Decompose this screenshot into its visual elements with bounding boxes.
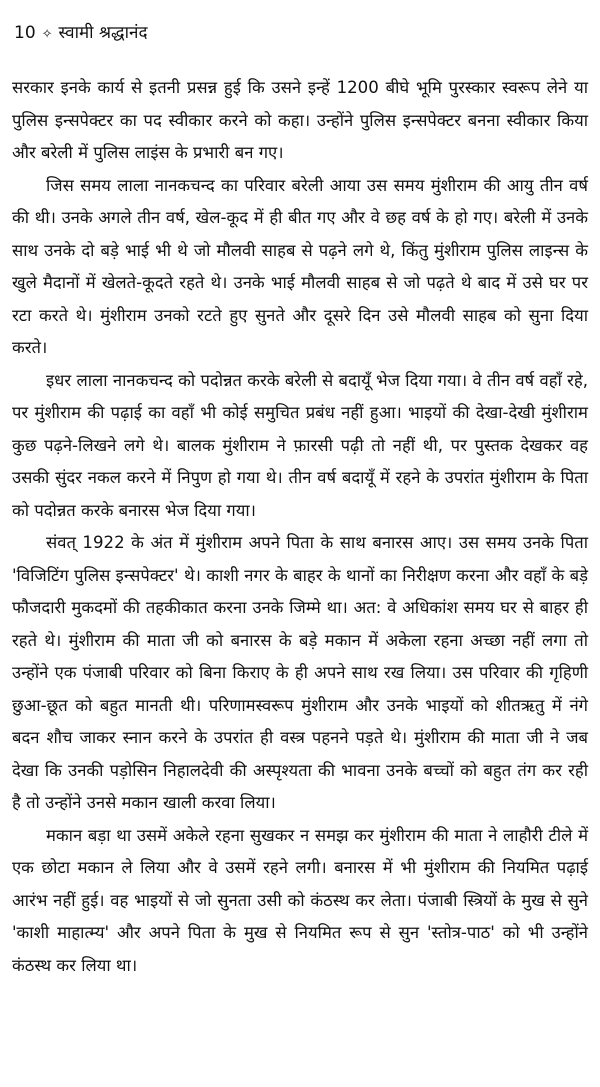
- separator-ornament-icon: ✧: [41, 27, 53, 42]
- book-title: स्वामी श्रद्धानंद: [58, 23, 148, 43]
- paragraph: सरकार इनके कार्य से इतनी प्रसन्न हुई कि उसने इन्हें 1200 बीघे भूमि पुरस्कार स्वरूप लेने या पुलिस इन्सपेक्टर का पद स्वीकार करने को कहा। उन्होंने पुलिस इन्सपेक्टर बनना स्वीकार किया और बरेली में पुलिस लाइंस के प्रभारी बन गए।: [12, 78, 588, 162]
- paragraph: इधर लाला नानकचन्द को पदोन्नत करके बरेली से बदायूँ भेज दिया गया। वे तीन वर्ष वहाँ रहे, पर मुंशीराम की पढ़ाई का वहाँ भी कोई समुचित प्रबंध नहीं हुआ। भाइयों की देखा-देखी मुंशीराम कुछ पढ़ने-लिखने लगे थे। बालक मुंशीराम ने फ़ारसी पढ़ी तो नहीं थी, पर पुस्तक देखकर वह उसकी सुंदर नकल करने में निपुण हो गया थे। तीन वर्ष बदायूँ में रहने के उपरांत मुंशीराम के पिता को पदोन्नत करके बनारस भेज दिया गया।: [12, 370, 588, 520]
- paragraph: जिस समय लाला नानकचन्द का परिवार बरेली आया उस समय मुंशीराम की आयु तीन वर्ष की थी। उनके अगले तीन वर्ष, खेल-कूद में ही बीत गए और वे छह वर्ष के हो गए। बरेली में उनके साथ उनके दो बड़े भाई भी थे जो मौलवी साहब से पढ़ने लगे थे, किंतु मुंशीराम पुलिस लाइन्स के खुले मैदानों में खेलते-कूदते रहते थे। उनके भाई मौलवी साहब से जो पढ़ते थे बाद में उसे घर पर रटा करते थे। मुंशीराम उनको रटते हुए सुनते और दूसरे दिन उसे मौलवी साहब को सुना दिया करते।: [12, 175, 588, 357]
- paragraph: संवत् 1922 के अंत में मुंशीराम अपने पिता के साथ बनारस आए। उस समय उनके पिता 'विजिटिंग पुलिस इन्सपेक्टर' थे। काशी नगर के बाहर के थानों का निरीक्षण करना और वहाँ के बड़े फौजदारी मुकदमों की तहकीकात करना उनके जिम्मे था। अत: वे अधिकांश समय घर से बाहर ही रहते थे। मुंशीराम की माता जी को बनारस के बड़े मकान में अकेला रहना अच्छा नहीं लगा तो उन्होंने एक पंजाबी परिवार को बिना किराए के ही अपने साथ रख लिया। उस परिवार की गृहिणी छुआ-छूत को बहुत मानती थी। परिणामस्वरूप मुंशीराम और उनके भाइयों को शीतऋतु में नंगे बदन शौच जाकर स्नान करने के उपरांत ही वस्त्र पहनने पड़ते थे। मुंशीराम की माता जी ने जब देखा कि उनकी पड़ोसिन निहालदेवी की अस्पृश्यता की भावना उनके बच्चों को बहुत तंग कर रही है तो उन्होंने उनसे मकान खाली करवा लिया।: [12, 533, 588, 812]
- paragraph: मकान बड़ा था उसमें अकेले रहना सुखकर न समझ कर मुंशीराम की माता ने लाहौरी टीले में एक छोटा मकान ले लिया और वे उसमें रहने लगी। बनारस में भी मुंशीराम की नियमित पढ़ाई आरंभ नहीं हुई। वह भाइयों से जो सुनता उसी को कंठस्थ कर लेता। पंजाबी स्त्रियों के मुख से सुने 'काशी माहात्म्य' और अपने पिता के मुख से नियमित रूप से सुन 'स्तोत्र-पाठ' को भी उन्होंने कंठस्थ कर लिया था।: [12, 825, 588, 975]
- page-number: 10: [14, 23, 36, 43]
- body-text: [12, 72, 588, 982]
- running-header: [14, 22, 588, 46]
